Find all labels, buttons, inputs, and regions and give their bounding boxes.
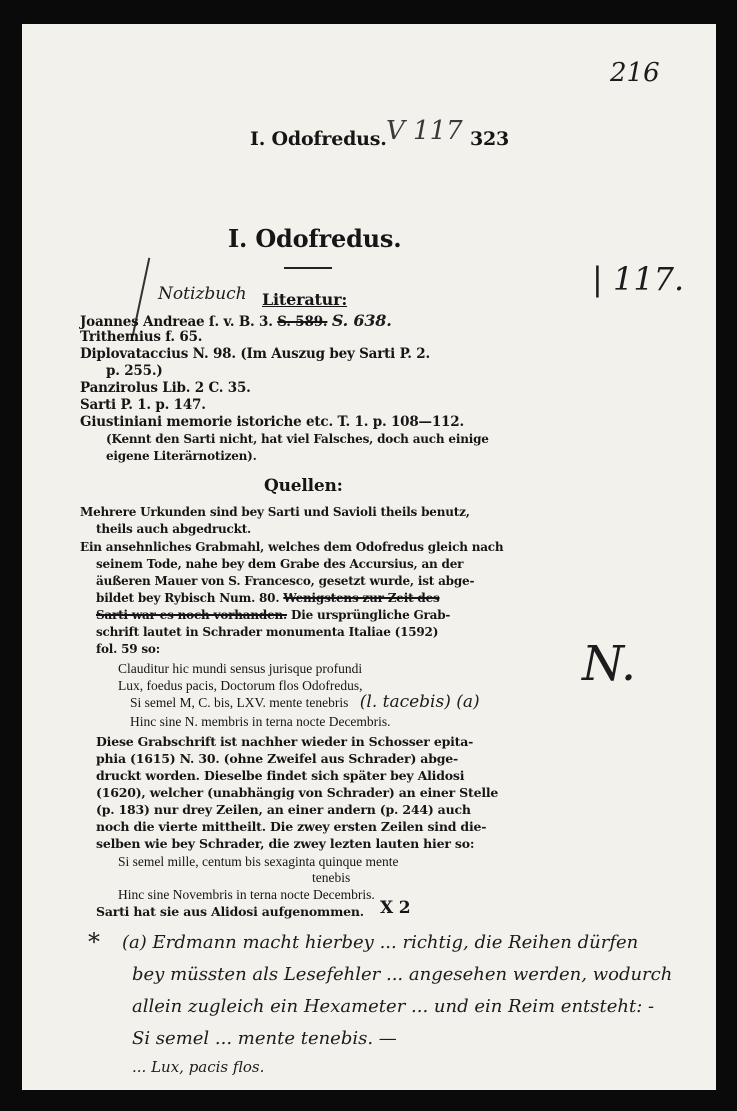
lit-line-3: Diplovataccius N. 98. (Im Auszug bey Sarti P. 2. <box>80 346 430 362</box>
right-margin-hand-n: N. <box>582 636 637 692</box>
src-line-8: schrift lautet in Schrader monumenta Italiae (1592) <box>96 625 439 639</box>
document-page <box>22 24 716 1090</box>
cont-line-4: (1620), welcher (unabhängig von Schrader) an einer Stelle <box>96 785 499 800</box>
src-line-4: seinem Tode, nahe bey dem Grabe des Accursius, an der <box>96 557 464 571</box>
epitaph-line-4: Hinc sine N. membris in terna nocte Decembris. <box>130 714 391 729</box>
lit-hand-insert: S. 638. <box>331 311 392 330</box>
footnote-marker: * <box>88 928 100 956</box>
src-struck-1: Wenigstens zur Zeit des <box>283 591 440 605</box>
src-line-9: fol. 59 so: <box>96 642 160 656</box>
lit-line-4: p. 255.) <box>106 363 163 379</box>
src-line-7: Sarti war es noch vorhanden. Die ursprüngliche Grab- <box>96 608 451 622</box>
lit-line-5: Panzirolus Lib. 2 C. 35. <box>80 380 251 396</box>
alidosi-line-1: Si semel mille, centum bis sexaginta quinque mente <box>118 854 399 869</box>
literature-heading: Literatur: <box>262 290 348 309</box>
epitaph-line-1: Clauditur hic mundi sensus jurisque profundi <box>118 661 363 676</box>
src-line-3: Ein ansehnliches Grabmahl, welches dem Odofredus gleich nach <box>80 540 504 554</box>
page-title: I. Odofredus. <box>228 224 402 253</box>
lit-line-2: Trithemius f. 65. <box>80 329 203 345</box>
footnote-line-4: Si semel ... mente tenebis. — <box>132 1028 397 1049</box>
lit-line-8: (Kennt den Sarti nicht, hat viel Falsches, doch auch einige <box>106 432 489 446</box>
lit-line-9: eigene Literärnotizen). <box>106 449 257 463</box>
corner-folio-number: 216 <box>610 58 660 88</box>
handwritten-shelf-ref: V 117 <box>386 116 463 146</box>
literature-hand-prefix: Notizbuch <box>158 284 247 304</box>
src-line-6: bildet bey Rybisch Num. 80. Wenigstens zur Zeit des <box>96 591 440 605</box>
running-head: I. Odofredus. <box>250 128 387 150</box>
cont-line-6: noch die vierte mittheilt. Die zwey ersten Zeilen sind die- <box>96 819 487 834</box>
lit-line-1: Joannes Andreae ſ. v. B. 3. S. 589. S. 638. <box>80 311 392 330</box>
lit-line-6: Sarti P. 1. p. 147. <box>80 397 206 413</box>
cont-line-1: Diese Grabschrift ist nachher wieder in Schosser epita- <box>96 734 474 749</box>
epitaph-line-2: Lux, foedus pacis, Doctorum flos Odofredus, <box>118 678 363 693</box>
cont-line-5: (p. 183) nur drey Zeilen, an einer andern (p. 244) auch <box>96 802 471 817</box>
alidosi-line-2: tenebis <box>312 870 351 885</box>
title-rule <box>284 267 332 269</box>
footnote-line-3: allein zugleich ein Hexameter ... und ein Reim entsteht: - <box>132 996 655 1017</box>
cont-line-7: selben wie bey Schrader, die zwey lezten lauten hier so: <box>96 836 475 851</box>
lit-line-7: Giustiniani memorie istoriche etc. T. 1. p. 108—112. <box>80 414 464 430</box>
closing-line: Sarti hat sie aus Alidosi aufgenommen. <box>96 904 364 919</box>
src-struck-2: Sarti war es noch vorhanden. <box>96 608 288 622</box>
src-line-2: theils auch abgedruckt. <box>96 522 252 536</box>
footnote-line-2: bey müssten als Lesefehler ... angesehen werden, wodurch <box>132 964 673 985</box>
lit-struck-ref: S. 589. <box>277 314 328 330</box>
src-line-5: äußeren Mauer von S. Francesco, gesetzt wurde, ist abge- <box>96 574 475 588</box>
right-margin-mark: | 117. <box>592 260 685 298</box>
alidosi-line-3: Hinc sine Novembris in terna nocte Decembris. <box>118 887 375 902</box>
signature-mark: X 2 <box>380 898 411 918</box>
epitaph-hand-note: (l. tacebis) (a) <box>359 692 480 712</box>
page-number: 323 <box>470 128 510 150</box>
cont-line-3: druckt worden. Dieselbe findet sich später bey Alidosi <box>96 768 465 783</box>
footnote-line-1: (a) Erdmann macht hierbey ... richtig, die Reihen dürfen <box>122 932 639 953</box>
sources-heading: Quellen: <box>264 476 343 496</box>
cont-line-2: phia (1615) N. 30. (ohne Zweifel aus Schrader) abge- <box>96 751 459 766</box>
src-line-1: Mehrere Urkunden sind bey Sarti und Savioli theils benutz, <box>80 505 470 519</box>
footnote-line-5: ... Lux, pacis flos. <box>132 1058 265 1076</box>
epitaph-line-3: Si semel M, C. bis, LXV. mente tenebris (l. tacebis) (a) <box>130 692 480 712</box>
